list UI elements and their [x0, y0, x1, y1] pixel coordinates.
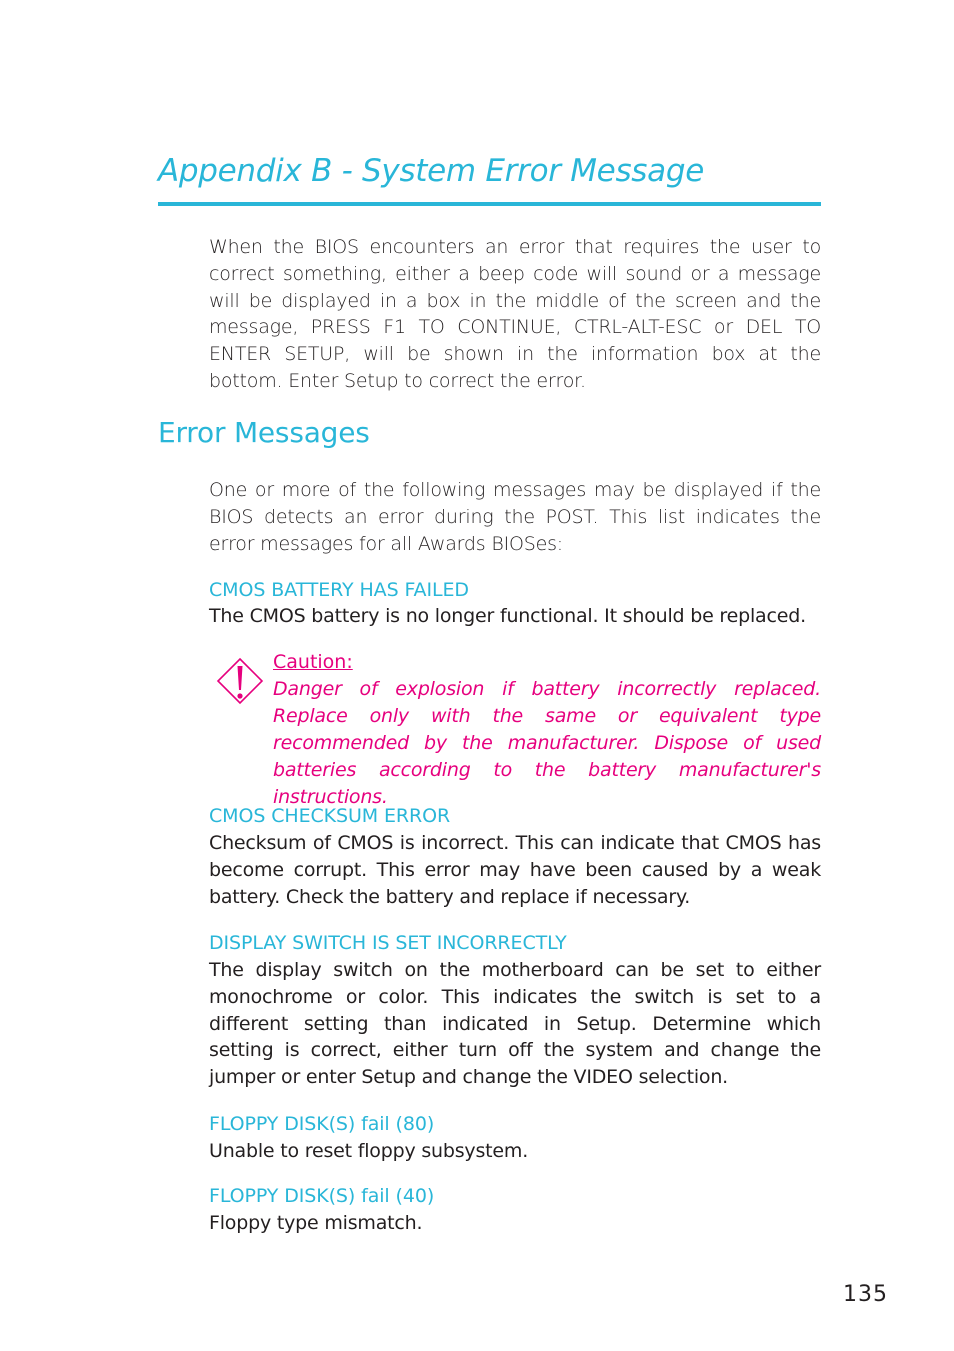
error-title-floppy-80: FLOPPY DISK(S) fail (80): [209, 1113, 435, 1135]
caution-text: Danger of explosion if battery incorrectly replaced. Replace only with the same or equivalent type recommended by the manufacturer. Dispose of used batteries according to the battery manufacturer's instructions.: [273, 678, 821, 808]
error-title-display-switch: DISPLAY SWITCH IS SET INCORRECTLY: [209, 932, 567, 954]
intro-paragraph: When the BIOS encounters an error that requires the user to correct something, either a beep code will sound or a message will be displayed in a box in the middle of the screen and the message, PRESS F1 TO CONTINUE, CTRL-ALT-ESC or DEL TO ENTER SETUP, will be shown in the information box at the bottom. Enter Setup to correct the error.: [209, 236, 821, 392]
error-description-cmos-checksum: Checksum of CMOS is incorrect. This can indicate that CMOS has become corrupt. This error may have been caused by a weak battery. Check the battery and replace if necessary.: [209, 832, 821, 908]
page-number: 135: [843, 1282, 888, 1307]
section-heading: Error Messages: [158, 416, 370, 449]
error-description-floppy-40: Floppy type mismatch.: [209, 1212, 423, 1234]
section-intro-paragraph: One or more of the following messages may be displayed if the BIOS detects an error during the POST. This list indicates the error messages for all Awards BIOSes:: [209, 479, 821, 555]
page-title: Appendix B - System Error Message: [158, 153, 704, 189]
error-description-floppy-80: Unable to reset floppy subsystem.: [209, 1140, 529, 1162]
error-description-display-switch: The display switch on the motherboard can be set to either monochrome or color. This indicates the switch is set to a different setting than indicated in Setup. Determine which setting is correct, either turn off the system and change the jumper or enter Setup and change the VIDEO selection.: [209, 959, 821, 1089]
title-underline: [158, 202, 821, 206]
error-title-cmos-checksum: CMOS CHECKSUM ERROR: [209, 805, 451, 827]
error-description-cmos-battery: The CMOS battery is no longer functional. It should be replaced.: [209, 605, 806, 627]
error-title-floppy-40: FLOPPY DISK(S) fail (40): [209, 1185, 435, 1207]
warning-icon: [216, 657, 264, 705]
caution-label: Caution:: [273, 651, 353, 673]
error-title-cmos-battery: CMOS BATTERY HAS FAILED: [209, 579, 469, 601]
